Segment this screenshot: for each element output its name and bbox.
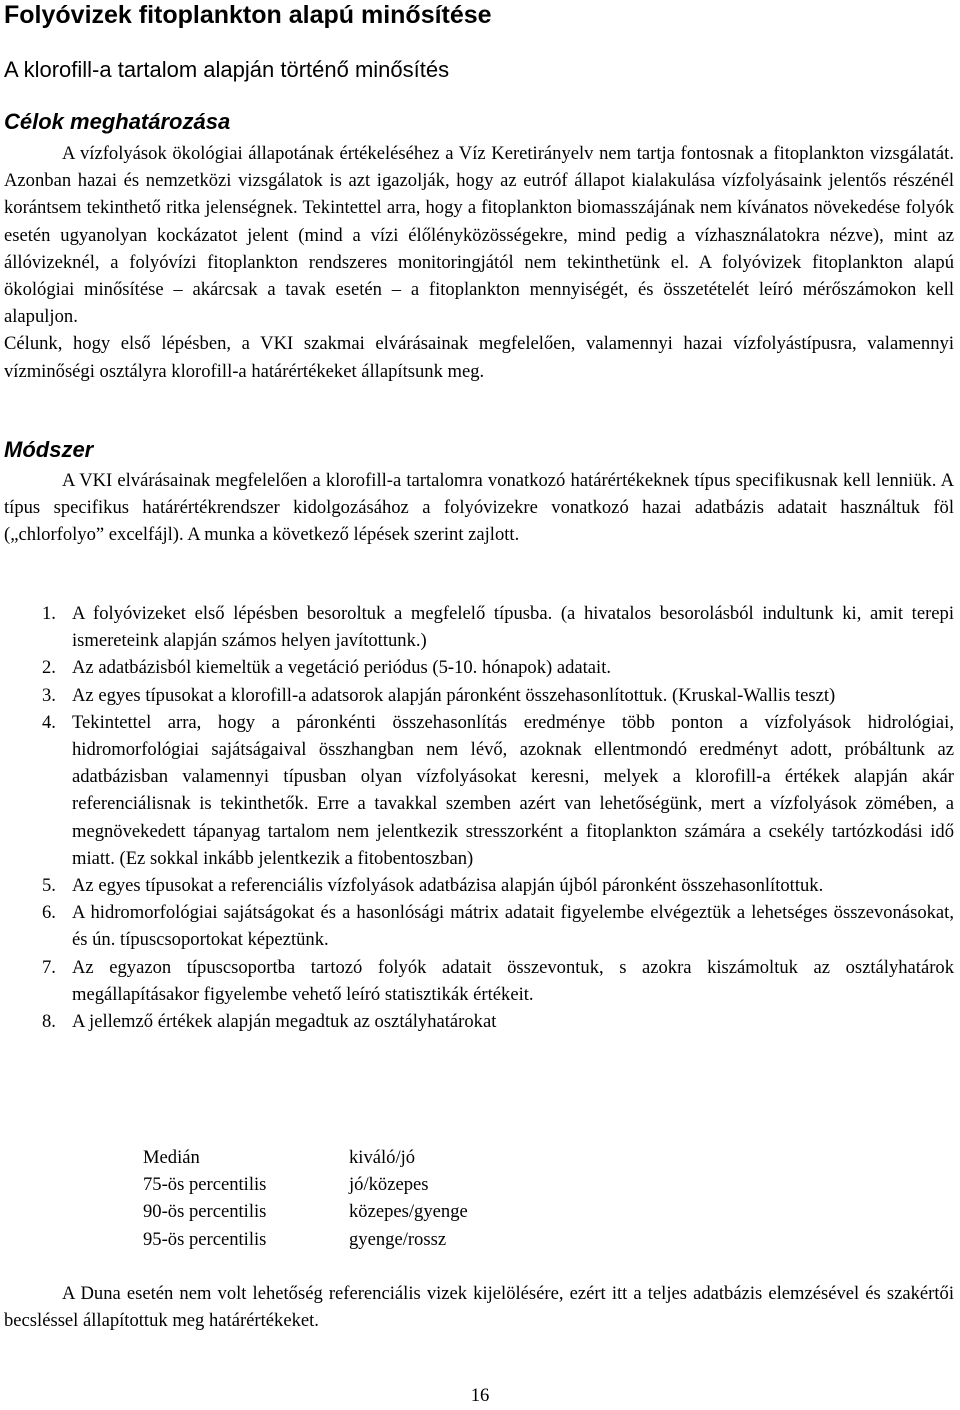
step-number: 2. <box>42 657 56 679</box>
step-text: Az adatbázisból kiemeltük a vegetáció periódus (5-10. hónapok) adatait. <box>72 657 612 679</box>
step-number: 4. <box>42 711 56 733</box>
step-text: A folyóvizeket első lépésben besoroltuk a megfelelő típusba. (a hivatalos besorolásból indultunk ki, amit terepi ismereteink alapján számos helyen javítottunk.) <box>72 603 954 652</box>
method-paragraph-1: A VKI elvárásainak megfelelően a klorofill-a tartalomra vonatkozó határértékeknek típus specifikusnak kell lenniük. A típus specifikus határértékrendszer kidolgozásához a folyóvizekre vonatkozó hazai adatbázis adatait használtuk föl („chlorfolyo” excelfájl). A munka a következő lépések szerint zajlott. <box>4 470 954 546</box>
step-number: 3. <box>42 684 56 706</box>
list-item <box>4 899 954 953</box>
table-row <box>143 1144 468 1171</box>
step-text: Tekintettel arra, hogy a páronkénti összehasonlítás eredménye több ponton a vízfolyások hidrológiai, hidromorfológiai sajátságaival összhangban nem lévő, azoknak ellentmondó eredményt adott, próbáltunk az adatbázisban valamennyi típusban olyan vízfolyásokat keresni, melyek a klorofill-a értékek alapján akár referenciálisnak is tekinthetők. Erre a tavakkal szemben azért van lehetőségünk, mert a vízfolyások zömében, a megnövekedett tápanyag tartalom nem jelentkezik stresszorként a fitoplankton számára a csekély tartózkodási idő miatt. (Ez sokkal inkább jelentkezik a fitobentoszban) <box>72 711 954 869</box>
class-cell: kiváló/jó <box>349 1147 416 1168</box>
step-number: 8. <box>42 1011 56 1033</box>
list-item <box>4 600 954 654</box>
closing-paragraph <box>4 1280 954 1334</box>
steps-list <box>4 600 954 1035</box>
step-text: Az egyes típusokat a klorofill-a adatsorok alapján páronként összehasonlítottuk. (Kruskal-Wallis teszt) <box>72 684 836 706</box>
goals-paragraph-2: Célunk, hogy első lépésben, a VKI szakmai elvárásainak megfelelően, valamennyi hazai vízfolyástípusra, valamennyi vízminőségi osztályra klorofill-a határértékeket állapítsunk meg. <box>4 333 954 382</box>
class-cell: jó/közepes <box>349 1174 429 1196</box>
step-text: A hidromorfológiai sajátságokat és a hasonlósági mátrix adatait figyelembe elvégeztük a lehetséges összevonásokat, és ún. típuscsoportokat képeztünk. <box>72 902 954 951</box>
page-number: 16 <box>470 1385 490 1406</box>
step-number: 7. <box>42 956 56 978</box>
statistic-cell: 75-ös percentilis <box>143 1174 267 1196</box>
goals-section <box>4 140 954 385</box>
step-number: 6. <box>42 902 56 924</box>
goals-heading: Célok meghatározása <box>4 109 231 134</box>
table-row <box>143 1198 468 1225</box>
table-row <box>143 1226 468 1253</box>
step-text: Az egyes típusokat a referenciális vízfolyások adatbázisa alapján újból páronként összehasonlítottuk. <box>72 875 824 897</box>
step-number: 5. <box>42 875 56 897</box>
method-section <box>4 467 954 549</box>
list-item <box>4 1008 954 1035</box>
list-item <box>4 654 954 681</box>
page-subtitle: A klorofill-a tartalom alapján történő minősítés <box>4 57 450 82</box>
table-row <box>143 1171 468 1198</box>
step-text: Az egyazon típuscsoportba tartozó folyók adatait összevontuk, s azokra kiszámoltuk az osztályhatárok megállapításakor figyelembe vehető leíró statisztikák értékeit. <box>72 956 954 1005</box>
list-item <box>4 709 954 872</box>
statistic-cell: 95-ös percentilis <box>143 1228 267 1250</box>
step-number: 1. <box>42 603 56 624</box>
class-cell: közepes/gyenge <box>349 1201 468 1223</box>
step-text: A jellemző értékek alapján megadtuk az osztályhatárokat <box>72 1011 497 1033</box>
threshold-table <box>143 1144 468 1253</box>
list-item <box>4 682 954 709</box>
closing-text: A Duna esetén nem volt lehetőség referenciális vizek kijelölésére, ezért itt a teljes adatbázis elemzésével és szakértői becsléssel állapítottuk meg határértékeket. <box>4 1283 954 1332</box>
method-heading: Módszer <box>4 437 94 462</box>
statistic-cell: Medián <box>143 1147 200 1168</box>
class-cell: gyenge/rossz <box>349 1228 447 1250</box>
list-item <box>4 954 954 1008</box>
goals-paragraph-1: A vízfolyások ökológiai állapotának értékeléséhez a Víz Keretirányelv nem tartja fontosnak a fitoplankton vizsgálatát. Azonban hazai és nemzetközi vizsgálatok is azt igazolják, hogy az eutróf állapot kialakulása vízfolyásaink jelentős részénél korántsem tekinthető ritka jelenségnek. Tekintettel arra, hogy a fitoplankton biomasszájának nem kívánatos növekedése folyók esetén ugyanolyan kockázatot jelent (mind a vízi élőlényközösségekre, mind pedig a vízhasználatokra nézve), mint az állóvizeknél, a folyóvízi fitoplankton rendszeres monitoringjától nem tekinthetünk el. A folyóvizek fitoplankton alapú ökológiai minősítése – akárcsak a tavak esetén – a fitoplankton mennyiségét, és összetételét leíró mérőszámokon kell alapuljon. <box>4 143 954 328</box>
list-item <box>4 872 954 899</box>
statistic-cell: 90-ös percentilis <box>143 1201 267 1223</box>
page-title: Folyóvizek fitoplankton alapú minősítése <box>4 1 492 29</box>
